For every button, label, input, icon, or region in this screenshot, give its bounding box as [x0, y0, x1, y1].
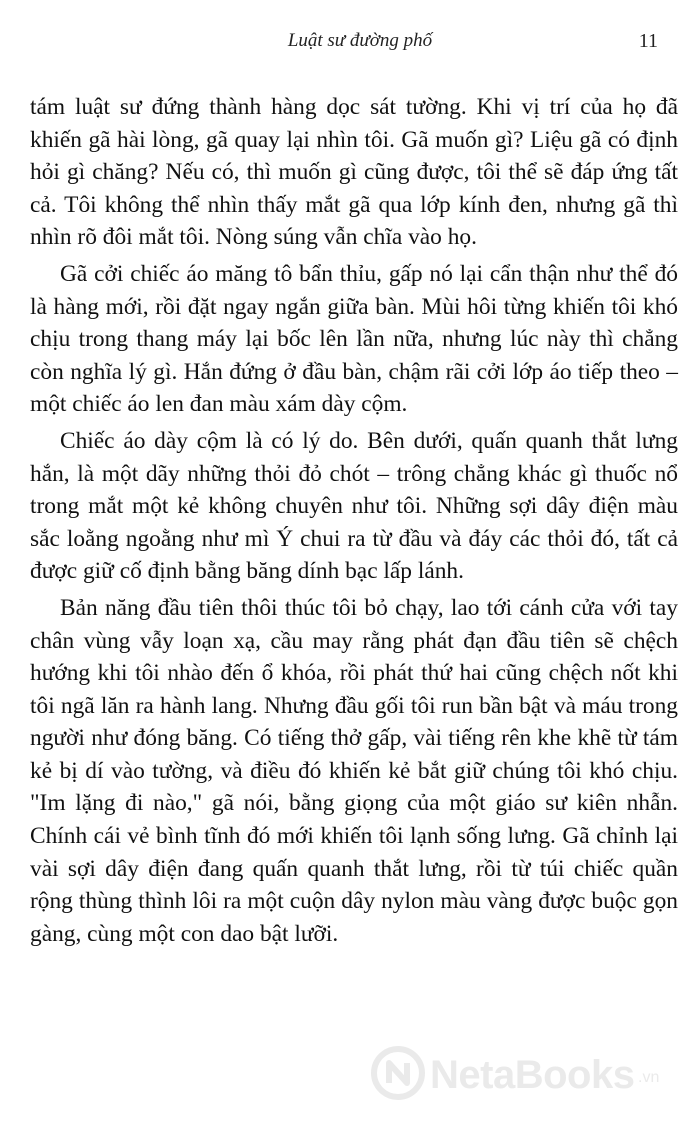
- watermark: [370, 1045, 690, 1105]
- text-body: [30, 91, 678, 954]
- page-header: [0, 30, 700, 60]
- paragraph-1: tám luật sư đứng thành hàng dọc sát tường. Khi vị trí của họ đã khiến gã hài lòng, gã quay lại nhìn tôi. Gã muốn gì? Liệu gã có định hỏi gì chăng? Nếu có, thì muốn gì cũng được, tôi thể sẽ đáp ứng tất cả. Tôi không thể nhìn thấy mắt gã qua lớp kính đen, nhưng gã thì nhìn rõ đôi mắt tôi. Nòng súng vẫn chĩa vào họ.: [30, 94, 678, 251]
- netabooks-logo-icon: [370, 1045, 426, 1101]
- watermark-brand: NetaBooks: [430, 1053, 635, 1097]
- paragraph-2: Gã cởi chiếc áo măng tô bẩn thỉu, gấp nó lại cẩn thận như thể đó là hàng mới, rồi đặt ngay ngắn giữa bàn. Mùi hôi từng khiến tôi khó chịu trong thang máy lại bốc lên lần nữa, nhưng lúc này thì chẳng còn nghĩa lý gì. Hắn đứng ở đầu bàn, chậm rãi cởi lớp áo tiếp theo – một chiếc áo len đan màu xám dày cộm.: [30, 260, 678, 418]
- watermark-suffix: .vn: [638, 1069, 660, 1086]
- running-title: Luật sư đường phố: [287, 30, 433, 51]
- paragraph-4: Bản năng đầu tiên thôi thúc tôi bỏ chạy, lao tới cánh cửa với tay chân vùng vẫy loạn xạ, cầu may rằng phát đạn đầu tiên sẽ chệch hướng khi tôi nhào đến ổ khóa, rồi phát thứ hai cũng chệch nốt khi tôi ngã lăn ra hành lang. Nhưng đầu gối tôi run bần bật và máu trong người như đóng băng. Có tiếng thở gấp, vài tiếng rên khe khẽ từ tám kẻ bị dí vào tường, và điều đó khiến kẻ bắt giữ chúng tôi khó chịu. "Im lặng đi nào," gã nói, bằng giọng của một giáo sư kiên nhẫn. Chính cái vẻ bình tĩnh đó mới khiến tôi lạnh sống lưng. Gã chỉnh lại vài sợi dây điện đang quấn quanh thắt lưng, rồi từ túi chiếc quần rộng thùng thình lôi ra một cuộn dây nylon màu vàng được buộc gọn gàng, cùng một con dao bật lưỡi.: [30, 594, 678, 947]
- paragraph-3: Chiếc áo dày cộm là có lý do. Bên dưới, quấn quanh thắt lưng hắn, là một dãy những thỏi đỏ chót – trông chẳng khác gì thuốc nổ trong mắt một kẻ không chuyên như tôi. Những sợi dây điện màu sắc loằng ngoằng như mì Ý chui ra từ đầu và đáy các thỏi đó, tất cả được giữ cố định bằng băng dính bạc lấp lánh.: [30, 427, 678, 585]
- page-number: 11: [638, 30, 658, 52]
